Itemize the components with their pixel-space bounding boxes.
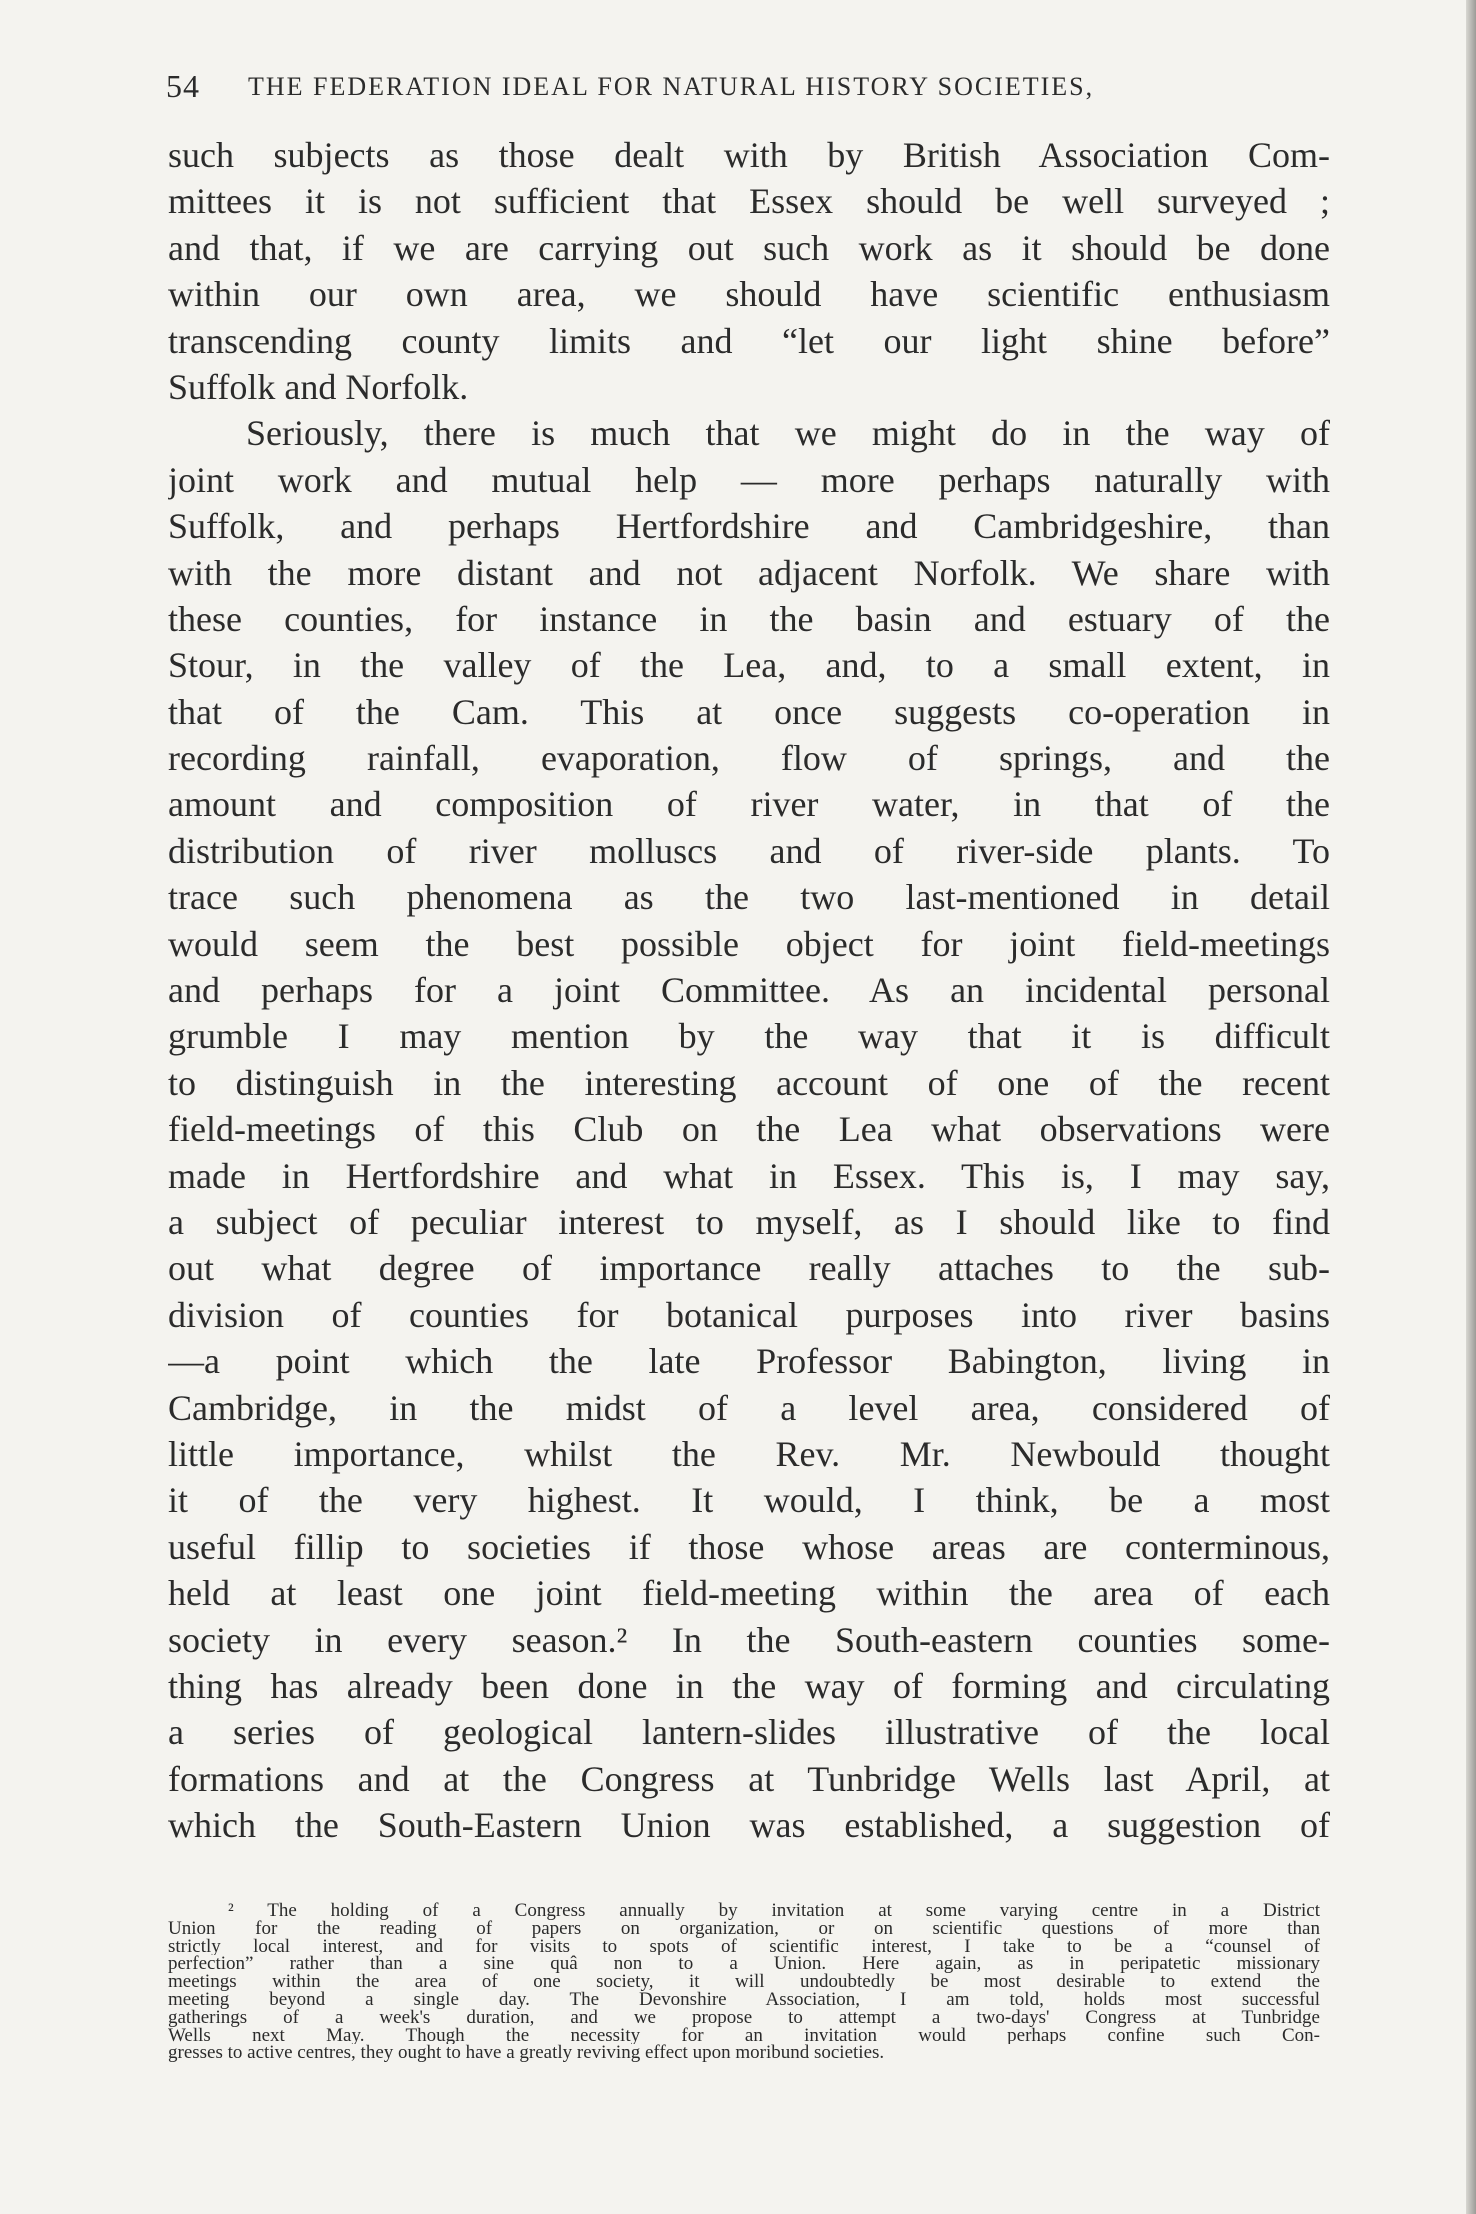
body-line: thing has already been done in the way of forming and circulating xyxy=(168,1665,1330,1706)
body-line: recording rainfall, evaporation, flow of springs, and the xyxy=(168,738,1330,779)
body-line: out what degree of importance really attaches to the sub- xyxy=(168,1248,1330,1289)
footnote-line: Wells next May. Though the necessity for an invitation would perhaps confine such Con- xyxy=(168,2026,1320,2045)
body-line: grumble I may mention by the way that it is difficult xyxy=(168,1016,1330,1057)
body-line: within our own area, we should have scientific enthusiasm xyxy=(168,274,1330,315)
footnote-line: strictly local interest, and for visits to spots of scientific interest, I take to be a “counsel of xyxy=(168,1937,1320,1956)
body-line: field-meetings of this Club on the Lea what observations were xyxy=(168,1109,1330,1150)
footnote-line: meetings within the area of one society, it will undoubtedly be most desirable to extend the xyxy=(168,1973,1320,1991)
body-line: useful fillip to societies if those whose areas are conterminous, xyxy=(168,1526,1330,1567)
running-head: THE FEDERATION IDEAL FOR NATURAL HISTORY SOCIETIES, xyxy=(248,72,1095,101)
body-line: it of the very highest. It would, I think, be a most xyxy=(168,1480,1330,1521)
body-line: Stour, in the valley of the Lea, and, to a small extent, in xyxy=(168,645,1330,686)
body-line: a series of geological lantern-slides illustrative of the local xyxy=(168,1712,1330,1753)
body-line: made in Hertfordshire and what in Essex. This is, I may say, xyxy=(168,1155,1330,1196)
body-line: society in every season.² In the South-eastern counties some- xyxy=(168,1619,1330,1660)
body-line: with the more distant and not adjacent Norfolk. We share with xyxy=(168,552,1330,593)
footnote-line: ² The holding of a Congress annually by invitation at some varying centre in a District xyxy=(228,1902,1320,1920)
page-header xyxy=(166,68,1336,112)
footnote-line: gresses to active centres, they ought to have a greatly reviving effect upon moribund societies. xyxy=(168,2044,885,2063)
body-line: Seriously, there is much that we might do in the way of xyxy=(246,413,1330,454)
footnote-line: perfection” rather than a sine quâ non to a Union. Here again, as in peripatetic missionary xyxy=(168,1955,1320,1974)
body-line: these counties, for instance in the basin and estuary of the xyxy=(168,598,1330,639)
body-line: formations and at the Congress at Tunbridge Wells last April, at xyxy=(168,1758,1330,1799)
footnote-line: Union for the reading of papers on organization, or on scientific questions of more than xyxy=(168,1919,1320,1938)
body-line: to distinguish in the interesting account of one of the recent xyxy=(168,1062,1330,1103)
body-line: joint work and mutual help — more perhaps naturally with xyxy=(168,459,1330,500)
body-line: Cambridge, in the midst of a level area, considered of xyxy=(168,1387,1330,1428)
body-line: and that, if we are carrying out such work as it should be done xyxy=(168,227,1330,268)
body-line: that of the Cam. This at once suggests co-operation in xyxy=(168,691,1330,732)
footnote-line: gatherings of a week's duration, and we propose to attempt a two-days' Congress at Tunbridge xyxy=(168,2008,1320,2027)
footnote xyxy=(168,1902,1320,2132)
body-line: a subject of peculiar interest to myself, as I should like to find xyxy=(168,1201,1330,1242)
body-line: held at least one joint field-meeting within the area of each xyxy=(168,1573,1330,1614)
body-line: amount and composition of river water, in that of the xyxy=(168,784,1330,825)
body-line: and perhaps for a joint Committee. As an incidental personal xyxy=(168,970,1330,1011)
body-line: transcending county limits and “let our light shine before” xyxy=(168,320,1330,361)
body-line: Suffolk, and perhaps Hertfordshire and Cambridgeshire, than xyxy=(168,506,1330,547)
footnote-line: meeting beyond a single day. The Devonshire Association, I am told, holds most successful xyxy=(168,1990,1320,2009)
body-line: would seem the best possible object for joint field-meetings xyxy=(168,923,1330,964)
page-number: 54 xyxy=(166,68,200,104)
body-line: —a point which the late Professor Babington, living in xyxy=(168,1341,1330,1382)
body-text xyxy=(168,132,1330,1902)
body-line: Suffolk and Norfolk. xyxy=(168,366,469,407)
body-line: such subjects as those dealt with by British Association Com- xyxy=(168,135,1330,175)
body-line: division of counties for botanical purposes into river basins xyxy=(168,1294,1330,1335)
body-line: mittees it is not sufficient that Essex should be well surveyed ; xyxy=(168,181,1330,222)
body-line: trace such phenomena as the two last-mentioned in detail xyxy=(168,877,1330,918)
page-edge-shadow xyxy=(1466,0,1476,2214)
body-line: little importance, whilst the Rev. Mr. Newbould thought xyxy=(168,1433,1330,1474)
body-line: distribution of river molluscs and of river-side plants. To xyxy=(168,830,1330,871)
body-line: which the South-Eastern Union was established, a suggestion of xyxy=(168,1805,1330,1846)
